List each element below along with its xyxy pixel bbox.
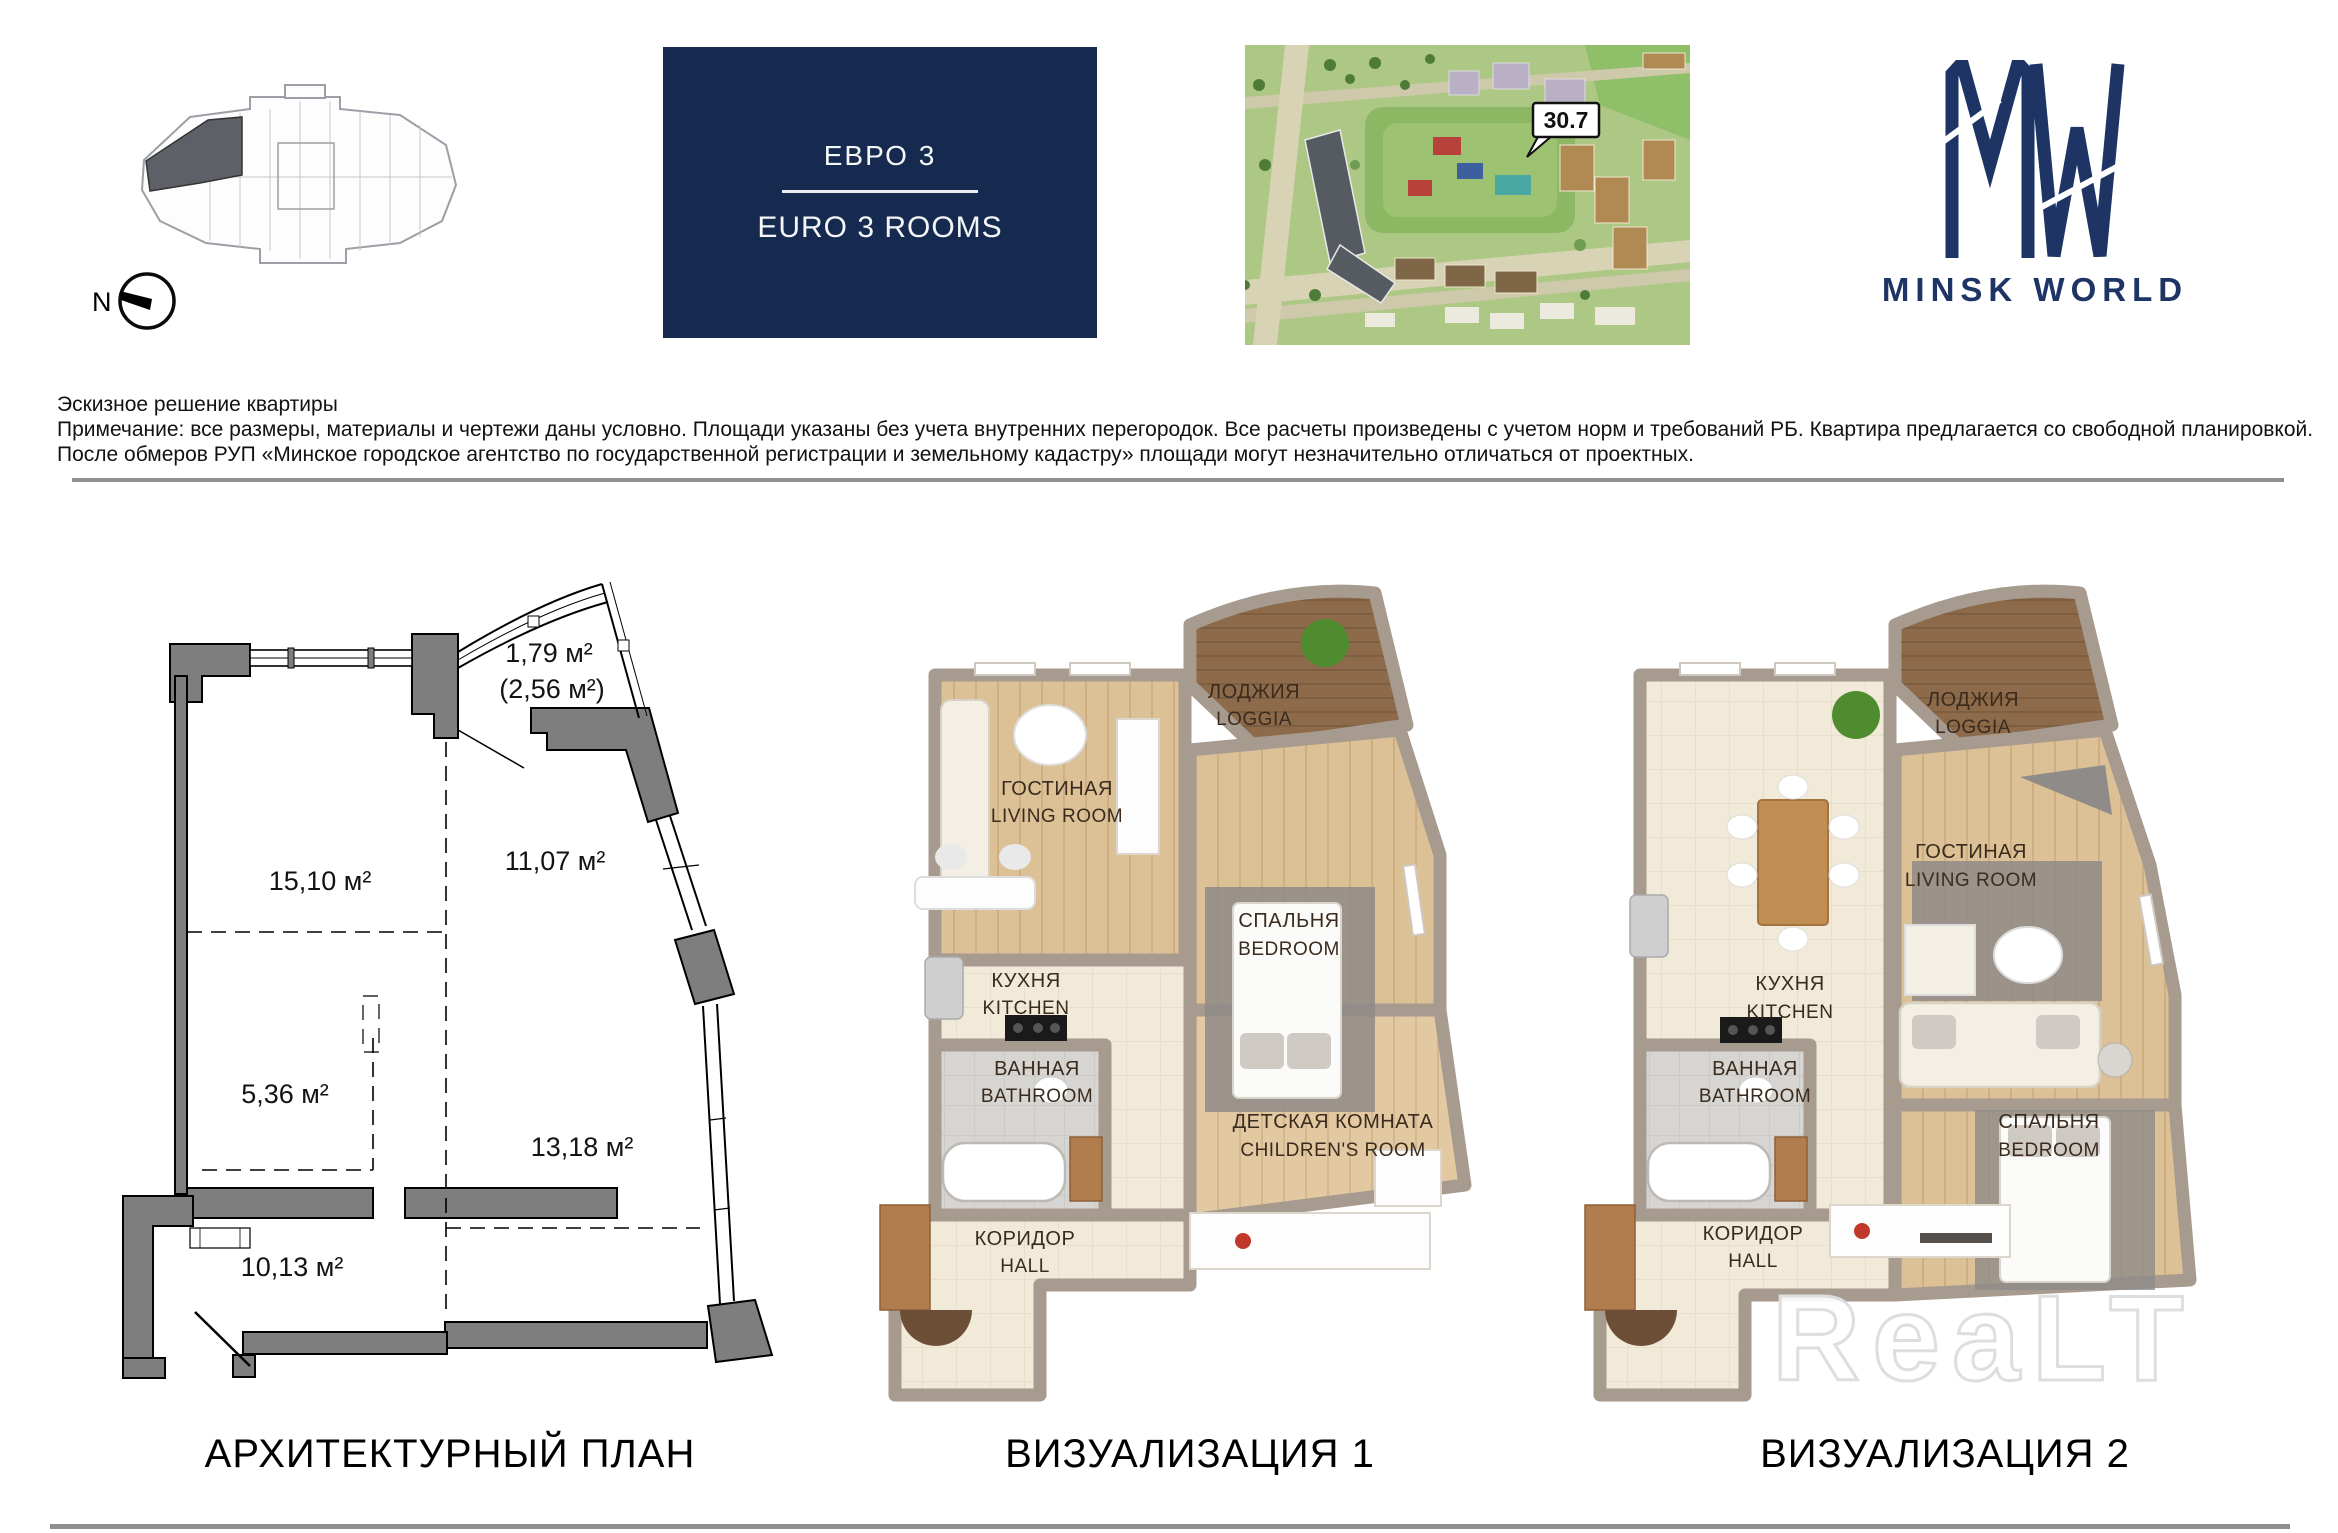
viz2-label-kitchen-ru: КУХНЯ (1755, 973, 1825, 995)
realt-watermark: ReaLT (1772, 1270, 2196, 1406)
brand-logo (1845, 60, 2225, 340)
area-label-loggia-total: (2,56 м²) (499, 674, 605, 704)
footer-divider (50, 1524, 2290, 1529)
viz1-label-bedroom-ru: СПАЛЬНЯ (1238, 910, 1340, 932)
viz2-caption: ВИЗУАЛИЗАЦИЯ 2 (1760, 1432, 2130, 1476)
area-label-room2: 11,07 м² (504, 846, 606, 876)
viz1-label-kitchen-en: KITCHEN (982, 998, 1070, 1019)
viz1-label-bedroom-en: BEDROOM (1238, 939, 1340, 960)
viz2-label-hall-en: HALL (1728, 1251, 1778, 1272)
door-swing-room (458, 730, 524, 768)
viz1-label-loggia-ru: ЛОДЖИЯ (1207, 681, 1301, 703)
compass-icon (92, 274, 174, 328)
map-callout-label: 30.7 (1543, 107, 1589, 133)
viz2-label-bedroom-ru: СПАЛЬНЯ (1998, 1111, 2100, 1133)
notes-title: Эскизное решение квартиры (57, 393, 338, 416)
site-map (1245, 45, 1690, 345)
viz1-label-bath-en: BATHROOM (980, 1086, 1094, 1107)
viz2-label-bedroom-en: BEDROOM (1998, 1140, 2100, 1161)
viz2-label-bath-ru: ВАННАЯ (1712, 1058, 1798, 1080)
viz1-label-children-en: CHILDREN'S ROOM (1240, 1140, 1426, 1161)
viz2-label-hall-ru: КОРИДОР (1702, 1223, 1804, 1245)
unit-type-card (663, 47, 1097, 338)
area-label-room3: 13,18 м² (530, 1132, 634, 1162)
unit-type-ru: ЕВРО 3 (823, 140, 937, 171)
area-label-bath: 5,36 м² (241, 1079, 329, 1109)
viz1-label-hall-en: HALL (1000, 1256, 1050, 1277)
plant-icon (1832, 691, 1880, 739)
entry-door-swing (195, 1312, 250, 1366)
plant-icon (1301, 619, 1349, 667)
header-divider (72, 478, 2284, 482)
window-band-right (656, 816, 734, 1304)
compass-north-label: N (92, 287, 112, 317)
area-label-loggia: 1,79 м² (505, 638, 593, 668)
window-band-top (250, 648, 412, 668)
viz2-label-bath-en: BATHROOM (1698, 1086, 1812, 1107)
viz1-label-living-en: LIVING ROOM (990, 806, 1124, 827)
unit-type-divider (782, 190, 978, 193)
wall-fixture (190, 1228, 250, 1248)
area-label-hall: 10,13 м² (240, 1252, 344, 1282)
partition-dashed-lines (187, 742, 700, 1318)
mw-monogram-icon (1940, 60, 2130, 260)
architectural-plan (100, 560, 800, 1405)
building-floorplate-thumbnail (90, 25, 520, 365)
viz2-label-kitchen-en: KITCHEN (1746, 1002, 1834, 1023)
viz2-label-loggia-ru: ЛОДЖИЯ (1926, 689, 2020, 711)
viz2-label-loggia-en: LOGGIA (1935, 717, 2011, 738)
viz1-caption: ВИЗУАЛИЗАЦИЯ 1 (1005, 1432, 1375, 1476)
viz1-label-kitchen-ru: КУХНЯ (991, 970, 1061, 992)
notes-block (57, 392, 2314, 467)
unit-type-en: EURO 3 ROOMS (757, 211, 1003, 244)
viz2-label-living-ru: ГОСТИНАЯ (1915, 841, 2027, 863)
viz1-label-children-ru: ДЕТСКАЯ КОМНАТА (1232, 1111, 1434, 1133)
brand-name: MINSK WORLD (1881, 271, 2189, 308)
visualization-1 (855, 565, 1505, 1410)
viz1-label-loggia-en: LOGGIA (1216, 709, 1292, 730)
notes-line2: Примечание: все размеры, материалы и чертежи даны условно. Площади указаны без учета внутренних перегородок. Все расчеты произведены с учетом норм и требований РБ. Квартира предлагается со свободной планировкой. (57, 418, 2314, 441)
viz1-label-hall-ru: КОРИДОР (974, 1228, 1076, 1250)
viz2-label-living-en: LIVING ROOM (1904, 870, 2038, 891)
compass-needle-icon (120, 291, 152, 310)
plan-caption: АРХИТЕКТУРНЫЙ ПЛАН (204, 1432, 696, 1476)
area-label-living: 15,10 м² (268, 866, 372, 896)
viz1-label-bath-ru: ВАННАЯ (994, 1058, 1080, 1080)
viz1-label-living-ru: ГОСТИНАЯ (1001, 778, 1113, 800)
notes-line3: После обмеров РУП «Минское городское агентство по государственной регистрации и земельному кадастру» площади могут незначительно отличаться от проектных. (57, 443, 1694, 466)
